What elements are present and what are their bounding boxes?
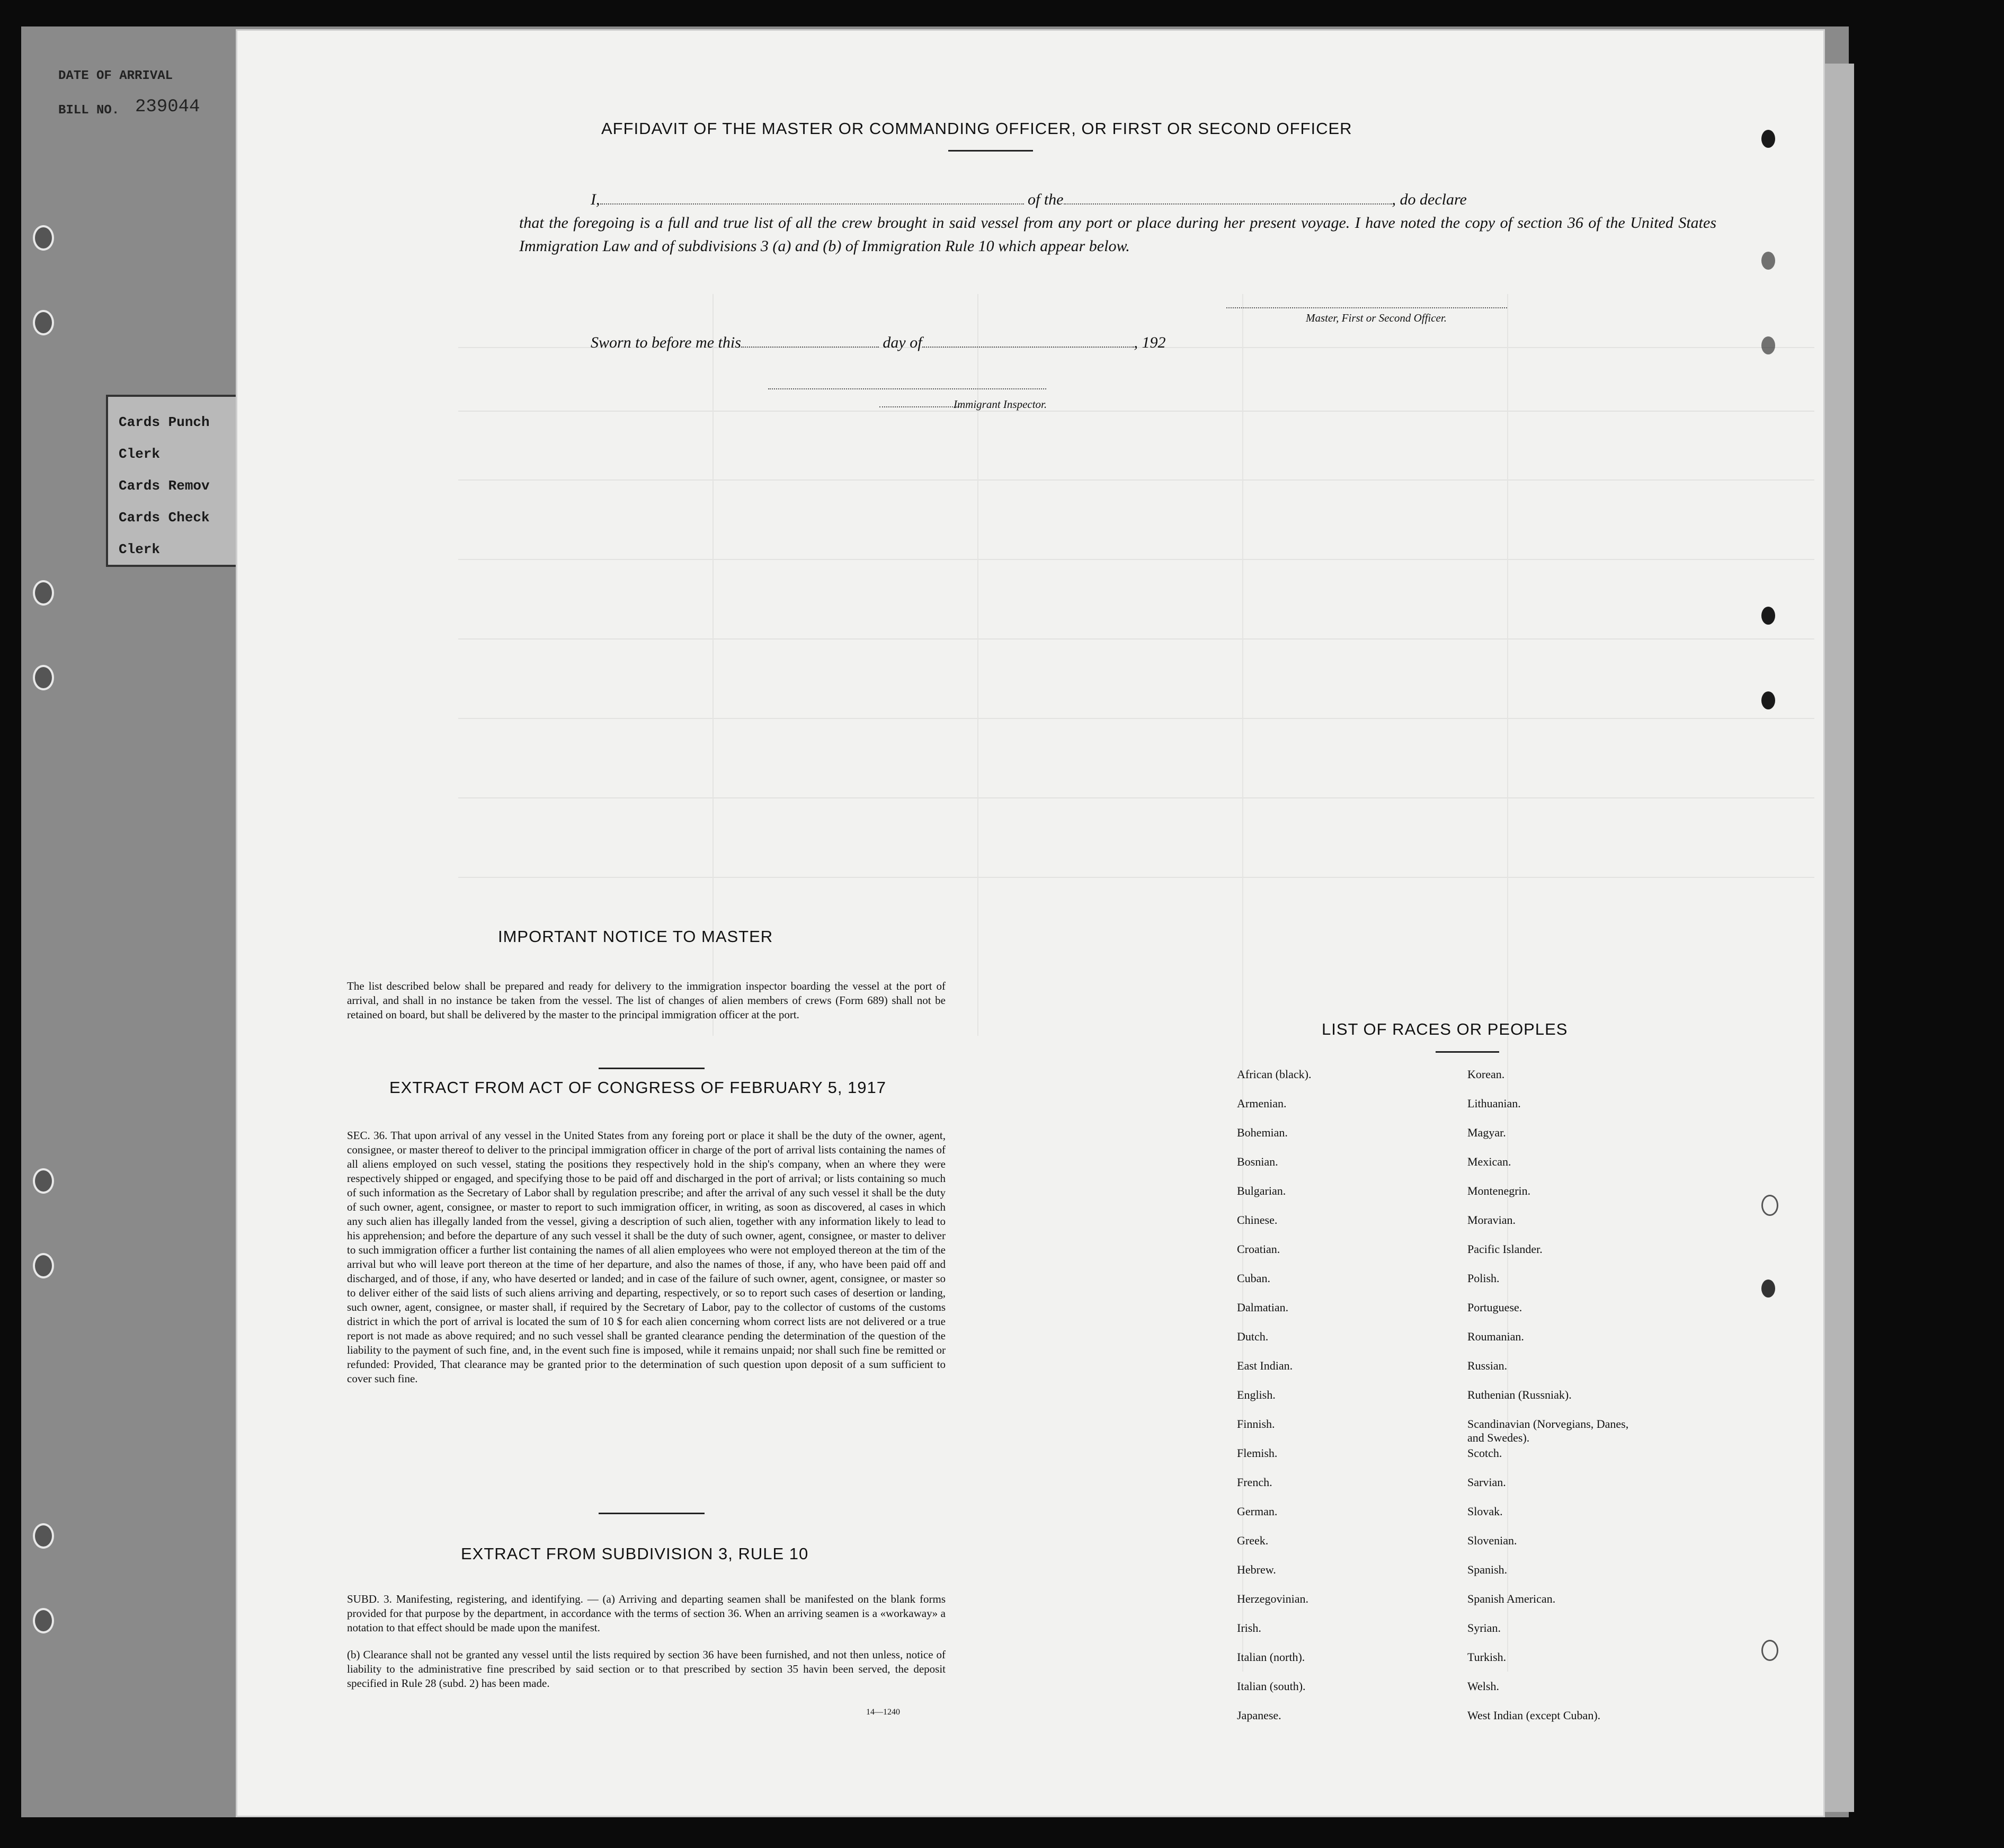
sworn-month-field[interactable] <box>922 334 1134 348</box>
race-item: Polish. <box>1467 1272 1500 1285</box>
race-item: Greek. <box>1237 1534 1269 1547</box>
punch-hole <box>1761 252 1775 270</box>
race-list-left <box>1237 1068 1311 1738</box>
race-item: Welsh. <box>1467 1680 1499 1693</box>
race-list-right <box>1467 1068 1637 1738</box>
race-item: Finnish. <box>1237 1417 1275 1431</box>
bleed-through-column <box>712 294 714 1036</box>
race-item: Scandinavian (Norvegians, Danes, and Swedes). <box>1467 1417 1629 1444</box>
punch-hole <box>1761 130 1775 148</box>
vessel-name-field[interactable] <box>1064 191 1392 205</box>
punch-hole <box>1761 336 1775 354</box>
bill-number: 239044 <box>135 97 200 117</box>
sworn-day-of: day of <box>883 334 922 351</box>
punch-hole <box>1761 1195 1778 1216</box>
act-title: EXTRACT FROM ACT OF CONGRESS OF FEBRUARY 5, 1917 <box>389 1078 887 1097</box>
declaration-do-declare: , do declare <box>1392 191 1467 208</box>
binder-hole <box>33 1523 54 1549</box>
race-item: Herzegovinian. <box>1237 1592 1308 1605</box>
manifest-page <box>236 29 1825 1817</box>
race-item: Bosnian. <box>1237 1155 1278 1168</box>
race-item: Italian (north). <box>1237 1650 1305 1664</box>
race-item: Turkish. <box>1467 1650 1507 1664</box>
punch-hole <box>1761 1640 1778 1661</box>
sworn-line <box>591 331 1332 354</box>
races-title: LIST OF RACES OR PEOPLES <box>1322 1020 1568 1038</box>
binder-hole <box>33 665 54 690</box>
race-item: Dalmatian. <box>1237 1301 1289 1314</box>
punch-hole <box>1761 691 1775 709</box>
rule-para-a: SUBD. 3. Manifesting, registering, and identifying. — (a) Arriving and departing seamen shall be manifested on the blank forms provided for that purpose by the department, in accordance with the terms of section 36. When an arriving seamen is a «workaway» a notation to that effect should be made upon the manifest. <box>347 1593 946 1634</box>
bleed-through-rule <box>458 559 1814 560</box>
race-item: Ruthenian (Russniak). <box>1467 1388 1572 1401</box>
notice-title: IMPORTANT NOTICE TO MASTER <box>498 927 773 946</box>
race-item: Mexican. <box>1467 1155 1511 1168</box>
race-item: Bulgarian. <box>1237 1184 1286 1197</box>
cards-box-line: Cards Check <box>119 510 210 526</box>
declaration-of-the: of the <box>1028 191 1064 208</box>
affidavit-declaration-line <box>519 188 1716 211</box>
race-item: Moravian. <box>1467 1213 1516 1227</box>
bleed-through-rule <box>458 718 1814 719</box>
sworn-label: Sworn to before me this <box>591 334 741 351</box>
race-item: Spanish American. <box>1467 1592 1556 1605</box>
bleed-through-rule <box>458 638 1814 639</box>
cards-box-line: Clerk <box>119 446 161 462</box>
race-item: Spanish. <box>1467 1563 1508 1576</box>
races-title-underline <box>1436 1051 1499 1053</box>
date-of-arrival-label: DATE OF ARRIVAL <box>58 69 173 83</box>
officer-name-field[interactable] <box>600 191 1024 205</box>
punch-hole <box>1761 607 1775 625</box>
inspector-signature-label: Immigrant Inspector. <box>954 398 1047 411</box>
race-item: German. <box>1237 1505 1278 1518</box>
race-item: Montenegrin. <box>1467 1184 1531 1197</box>
affidavit-title: AFFIDAVIT OF THE MASTER OR COMMANDING OFFICER, OR FIRST OR SECOND OFFICER <box>601 119 1352 138</box>
form-number: 14—1240 <box>866 1708 900 1717</box>
rule-para-b: (b) Clearance shall not be granted any vessel until the lists required by section 36 have been furnished, and not then unless, notice of liability to the administrative fine prescribed by said section or to that prescribed by section 35 havin been served, the deposit specified in Rule 28 (subd. 2) has been made. <box>347 1648 946 1690</box>
act-text: SEC. 36. That upon arrival of any vessel in the United States from any foreing port or place it shall be the duty of the owner, agent, consignee, or master thereof to deliver to the principal immigration officer in charge of the port of arrival lists containing the names of all aliens employed on such vessel, stating the positions they respectively hold in the ship's company, when an where they were respectively shipped or engaged, and specifying those to be paid off and discharged in the port of arrival; or lists containing so much of such information as the Secretary of Labor shall by regulation prescribe; and after the arrival of any such vessel it shall be the duty of such owner, agent, consignee, or master to report to such immigration officer, in writing, as soon as discovered, al cases in which any such alien has illegally landed from the vessel, giving a description of such alien, together with any information likely to lead to his apprehension; and before the departure of any such vessel it shall be the duty of such owner, agent, consignee, or master to deliver to such immigration officer a further list containing the names of all alien employees who were not employed thereon at the tim of the arrival but who will leave port thereon at the time of her departure, and also the names of those, if any, who have been paid off and discharged, and of those, if any, who have deserted or landed; and in case of the failure of such owner, agent, consignee, or master so to deliver either of the said lists of such aliens arriving and departing, respectively, or so to report such cases of desertion or landing, such owner, agent, consignee, or master shall, if required by the Secretary of Labor, pay to the collector of customs of the customs district in which the port of arrival is located the sum of 10 $ for each alien concerning whom correct lists are not delivered or a true report is not made as above required; and no such vessel shall be granted clearance pending the determination of the question of the liability to the payment of such fine, and, in the event such fine is imposed, while it remains unpaid; nor shall such fine be remitted or refunded: Provided, That clearance may be granted prior to the determination of such question upon deposit of a sum sufficient to cover such fine. <box>347 1129 946 1385</box>
race-item: Cuban. <box>1237 1272 1270 1285</box>
binder-hole <box>33 310 54 335</box>
notice-text: The list described below shall be prepared and ready for delivery to the immigration inspector boarding the vessel at the port of arrival, and shall in no instance be taken from the vessel. The list of changes of alien members of crews (Form 689) shall not be retained on board, but shall be delivered by the master to the principal immigration officer at the port. <box>347 980 946 1021</box>
section-divider <box>599 1513 705 1514</box>
race-item: English. <box>1237 1388 1276 1401</box>
sworn-day-field[interactable] <box>741 334 879 348</box>
section-divider <box>599 1068 705 1069</box>
cards-processing-box <box>106 395 244 567</box>
race-item: Roumanian. <box>1467 1330 1524 1343</box>
punch-hole <box>1761 1280 1775 1298</box>
race-item: French. <box>1237 1476 1272 1489</box>
race-item: Flemish. <box>1237 1446 1278 1460</box>
race-item: Sarvian. <box>1467 1476 1506 1489</box>
inspector-signature-line-short <box>879 406 961 407</box>
race-item: Magyar. <box>1467 1126 1506 1139</box>
cards-box-line: Cards Remov <box>119 478 210 494</box>
master-signature-label: Master, First or Second Officer. <box>1306 312 1447 324</box>
bill-no-label: BILL NO. <box>58 103 120 118</box>
race-item: Italian (south). <box>1237 1680 1306 1693</box>
race-item: Chinese. <box>1237 1213 1278 1227</box>
race-item: Korean. <box>1467 1068 1505 1081</box>
bleed-through-rule <box>458 877 1814 878</box>
race-item: Armenian. <box>1237 1097 1287 1110</box>
binder-hole <box>33 1608 54 1633</box>
race-item: African (black). <box>1237 1068 1312 1081</box>
binder-hole <box>33 1253 54 1278</box>
race-item: Hebrew. <box>1237 1563 1276 1576</box>
race-item: Croatian. <box>1237 1242 1280 1256</box>
binder-hole <box>33 225 54 251</box>
race-item: Pacific Islander. <box>1467 1242 1543 1256</box>
race-item: Scotch. <box>1467 1446 1502 1460</box>
race-item: Slovak. <box>1467 1505 1503 1518</box>
race-item: Irish. <box>1237 1621 1261 1634</box>
master-signature-line <box>1226 307 1507 308</box>
race-item: Dutch. <box>1237 1330 1269 1343</box>
race-item: Slovenian. <box>1467 1534 1517 1547</box>
race-item: Lithuanian. <box>1467 1097 1521 1110</box>
inspector-signature-line <box>768 388 1046 389</box>
rule-title: EXTRACT FROM SUBDIVISION 3, RULE 10 <box>461 1544 809 1563</box>
race-item: Bohemian. <box>1237 1126 1288 1139</box>
bleed-through-rule <box>458 479 1814 481</box>
sworn-year: , 192 <box>1134 334 1166 351</box>
title-underline <box>948 150 1033 152</box>
race-item: East Indian. <box>1237 1359 1293 1372</box>
binder-hole <box>33 1168 54 1194</box>
affidavit-body: that the foregoing is a full and true list of all the crew brought in said vessel from any port or place during her present voyage. I have noted the copy of section 36 of the United States Immigration Law and of subdivisions 3 (a) and (b) of Immigration Rule 10 which appear below. <box>519 214 1716 255</box>
race-item: Japanese. <box>1237 1709 1281 1722</box>
binder-hole <box>33 580 54 606</box>
race-item: Syrian. <box>1467 1621 1501 1634</box>
declaration-i: I, <box>591 191 600 208</box>
cards-box-line: Clerk <box>119 541 161 557</box>
race-item: Russian. <box>1467 1359 1508 1372</box>
bleed-through-rule <box>458 411 1814 412</box>
underlying-page-edge <box>1822 64 1854 1812</box>
bleed-through-rule <box>458 797 1814 798</box>
race-item: West Indian (except Cuban). <box>1467 1709 1601 1722</box>
race-item: Portuguese. <box>1467 1301 1522 1314</box>
cards-box-line: Cards Punch <box>119 414 210 430</box>
